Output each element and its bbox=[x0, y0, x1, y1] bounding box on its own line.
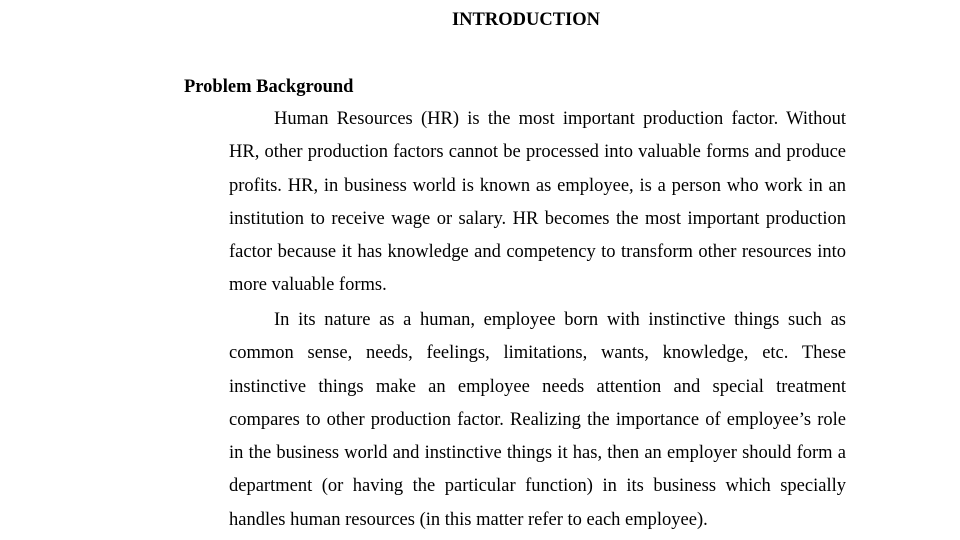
paragraph-block-1 bbox=[229, 103, 846, 303]
paragraph: In its nature as a human, employee born with instinctive things such as common sense, needs, feelings, limitations, wants, knowledge, etc. These instinctive things make an employee needs attention and special treatment compares to other production factor. Realizing the importance of employee’s role in the business world and instinctive things it has, then an employer should form a department (or having the particular function) in its business which specially handles human resources (in this matter refer to each employee). bbox=[229, 310, 846, 530]
section-heading: Problem Background bbox=[184, 77, 354, 97]
paragraph: Human Resources (HR) is the most important production factor. Without HR, other production factors cannot be processed into valuable forms and produce profits. HR, in business world is known as employee, is a person who work in an institution to receive wage or salary. HR becomes the most important production factor because it has knowledge and competency to transform other resources into more valuable forms. bbox=[229, 109, 846, 296]
paragraph-block-2 bbox=[229, 304, 846, 537]
document-title: INTRODUCTION bbox=[451, 10, 601, 30]
